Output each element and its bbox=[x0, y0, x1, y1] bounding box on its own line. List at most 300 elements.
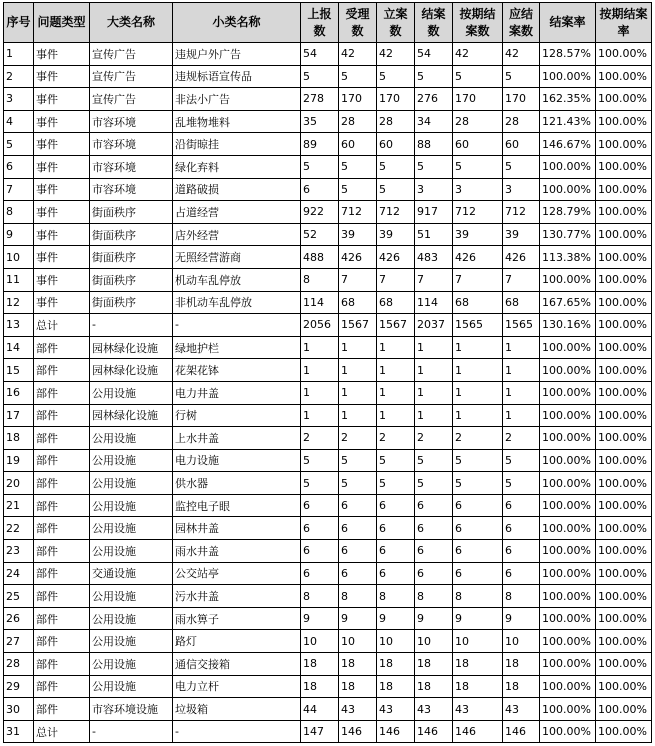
header-serial-no: 序号 bbox=[4, 3, 34, 43]
table-row bbox=[4, 653, 652, 676]
filed-count-cell: 18 bbox=[377, 653, 415, 676]
ontime-closed-count-cell: 1 bbox=[453, 336, 503, 359]
table-row bbox=[4, 427, 652, 450]
ontime-closure-rate-cell: 100.00% bbox=[596, 653, 652, 676]
due-closed-count-cell: 1 bbox=[503, 336, 540, 359]
reported-count-cell: 6 bbox=[301, 540, 339, 563]
reported-count-cell: 6 bbox=[301, 494, 339, 517]
reported-count-cell: 8 bbox=[301, 585, 339, 608]
due-closed-count-cell: 426 bbox=[503, 246, 540, 269]
closed-count-cell: 54 bbox=[415, 43, 453, 66]
minor-category-cell: 店外经营 bbox=[173, 223, 301, 246]
reported-count-cell: 2 bbox=[301, 427, 339, 450]
reported-count-cell: 5 bbox=[301, 472, 339, 495]
filed-count-cell: 60 bbox=[377, 133, 415, 156]
ontime-closure-rate-cell: 100.00% bbox=[596, 494, 652, 517]
minor-category-cell: 污水井盖 bbox=[173, 585, 301, 608]
ontime-closed-count-cell: 3 bbox=[453, 178, 503, 201]
closed-count-cell: 9 bbox=[415, 607, 453, 630]
due-closed-count-cell: 1 bbox=[503, 359, 540, 382]
due-closed-count-cell: 8 bbox=[503, 585, 540, 608]
closure-rate-cell: 100.00% bbox=[540, 585, 596, 608]
filed-count-cell: 42 bbox=[377, 43, 415, 66]
serial-no-cell: 24 bbox=[4, 562, 34, 585]
due-closed-count-cell: 712 bbox=[503, 201, 540, 224]
serial-no-cell: 30 bbox=[4, 698, 34, 721]
accepted-count-cell: 28 bbox=[339, 110, 377, 133]
ontime-closed-count-cell: 7 bbox=[453, 268, 503, 291]
table-row bbox=[4, 449, 652, 472]
filed-count-cell: 146 bbox=[377, 720, 415, 743]
ontime-closure-rate-cell: 100.00% bbox=[596, 268, 652, 291]
closure-rate-cell: 100.00% bbox=[540, 653, 596, 676]
table-row bbox=[4, 291, 652, 314]
filed-count-cell: 1 bbox=[377, 404, 415, 427]
ontime-closure-rate-cell: 100.00% bbox=[596, 427, 652, 450]
filed-count-cell: 6 bbox=[377, 562, 415, 585]
closure-rate-cell: 100.00% bbox=[540, 178, 596, 201]
accepted-count-cell: 5 bbox=[339, 178, 377, 201]
due-closed-count-cell: 18 bbox=[503, 653, 540, 676]
ontime-closure-rate-cell: 100.00% bbox=[596, 359, 652, 382]
ontime-closed-count-cell: 6 bbox=[453, 562, 503, 585]
ontime-closure-rate-cell: 100.00% bbox=[596, 336, 652, 359]
due-closed-count-cell: 7 bbox=[503, 268, 540, 291]
closed-count-cell: 10 bbox=[415, 630, 453, 653]
due-closed-count-cell: 43 bbox=[503, 698, 540, 721]
table-row bbox=[4, 540, 652, 563]
ontime-closed-count-cell: 5 bbox=[453, 449, 503, 472]
closure-rate-cell: 100.00% bbox=[540, 517, 596, 540]
reported-count-cell: 18 bbox=[301, 675, 339, 698]
major-category-cell: 市容环境 bbox=[90, 133, 173, 156]
serial-no-cell: 29 bbox=[4, 675, 34, 698]
ontime-closed-count-cell: 1 bbox=[453, 404, 503, 427]
serial-no-cell: 16 bbox=[4, 381, 34, 404]
reported-count-cell: 6 bbox=[301, 517, 339, 540]
ontime-closed-count-cell: 170 bbox=[453, 88, 503, 111]
major-category-cell: 宣传广告 bbox=[90, 88, 173, 111]
problem-type-cell: 事件 bbox=[34, 201, 90, 224]
minor-category-cell: 道路破损 bbox=[173, 178, 301, 201]
problem-type-cell: 事件 bbox=[34, 178, 90, 201]
filed-count-cell: 8 bbox=[377, 585, 415, 608]
closed-count-cell: 3 bbox=[415, 178, 453, 201]
accepted-count-cell: 5 bbox=[339, 472, 377, 495]
accepted-count-cell: 6 bbox=[339, 494, 377, 517]
major-category-cell: 市容环境 bbox=[90, 110, 173, 133]
table-row bbox=[4, 472, 652, 495]
major-category-cell: 街面秩序 bbox=[90, 223, 173, 246]
accepted-count-cell: 7 bbox=[339, 268, 377, 291]
table-row bbox=[4, 133, 652, 156]
table-row bbox=[4, 517, 652, 540]
closed-count-cell: 276 bbox=[415, 88, 453, 111]
ontime-closed-count-cell: 146 bbox=[453, 720, 503, 743]
major-category-cell: 街面秩序 bbox=[90, 291, 173, 314]
accepted-count-cell: 6 bbox=[339, 540, 377, 563]
table-row bbox=[4, 88, 652, 111]
closed-count-cell: 6 bbox=[415, 562, 453, 585]
major-category-cell: 公用设施 bbox=[90, 585, 173, 608]
filed-count-cell: 6 bbox=[377, 494, 415, 517]
ontime-closed-count-cell: 2 bbox=[453, 427, 503, 450]
table-row bbox=[4, 698, 652, 721]
problem-type-cell: 部件 bbox=[34, 630, 90, 653]
closed-count-cell: 5 bbox=[415, 65, 453, 88]
closed-count-cell: 5 bbox=[415, 449, 453, 472]
reported-count-cell: 1 bbox=[301, 359, 339, 382]
table-row bbox=[4, 155, 652, 178]
ontime-closure-rate-cell: 100.00% bbox=[596, 43, 652, 66]
filed-count-cell: 18 bbox=[377, 675, 415, 698]
closed-count-cell: 88 bbox=[415, 133, 453, 156]
table-row bbox=[4, 720, 652, 743]
ontime-closed-count-cell: 28 bbox=[453, 110, 503, 133]
major-category-cell: 公用设施 bbox=[90, 381, 173, 404]
reported-count-cell: 9 bbox=[301, 607, 339, 630]
ontime-closed-count-cell: 42 bbox=[453, 43, 503, 66]
serial-no-cell: 7 bbox=[4, 178, 34, 201]
serial-no-cell: 8 bbox=[4, 201, 34, 224]
table-row bbox=[4, 359, 652, 382]
accepted-count-cell: 5 bbox=[339, 449, 377, 472]
accepted-count-cell: 10 bbox=[339, 630, 377, 653]
filed-count-cell: 5 bbox=[377, 155, 415, 178]
closure-rate-cell: 100.00% bbox=[540, 268, 596, 291]
due-closed-count-cell: 5 bbox=[503, 65, 540, 88]
serial-no-cell: 9 bbox=[4, 223, 34, 246]
reported-count-cell: 52 bbox=[301, 223, 339, 246]
closure-rate-cell: 100.00% bbox=[540, 494, 596, 517]
filed-count-cell: 6 bbox=[377, 517, 415, 540]
problem-type-cell: 事件 bbox=[34, 246, 90, 269]
accepted-count-cell: 39 bbox=[339, 223, 377, 246]
closure-rate-cell: 128.79% bbox=[540, 201, 596, 224]
problem-type-cell: 部件 bbox=[34, 404, 90, 427]
table-row bbox=[4, 43, 652, 66]
major-category-cell: 公用设施 bbox=[90, 653, 173, 676]
major-category-cell: 公用设施 bbox=[90, 449, 173, 472]
ontime-closure-rate-cell: 100.00% bbox=[596, 472, 652, 495]
ontime-closure-rate-cell: 100.00% bbox=[596, 155, 652, 178]
major-category-cell: 市容环境 bbox=[90, 178, 173, 201]
problem-type-cell: 部件 bbox=[34, 607, 90, 630]
major-category-cell: 园林绿化设施 bbox=[90, 404, 173, 427]
problem-type-cell: 部件 bbox=[34, 472, 90, 495]
problem-type-cell: 部件 bbox=[34, 698, 90, 721]
reported-count-cell: 114 bbox=[301, 291, 339, 314]
due-closed-count-cell: 42 bbox=[503, 43, 540, 66]
accepted-count-cell: 18 bbox=[339, 653, 377, 676]
problem-type-cell: 部件 bbox=[34, 494, 90, 517]
minor-category-cell: 园林井盖 bbox=[173, 517, 301, 540]
reported-count-cell: 18 bbox=[301, 653, 339, 676]
minor-category-cell: 绿化弃料 bbox=[173, 155, 301, 178]
ontime-closed-count-cell: 60 bbox=[453, 133, 503, 156]
problem-type-cell: 部件 bbox=[34, 585, 90, 608]
closure-rate-cell: 100.00% bbox=[540, 630, 596, 653]
serial-no-cell: 18 bbox=[4, 427, 34, 450]
major-category-cell: 公用设施 bbox=[90, 630, 173, 653]
header-ontime-closed-count: 按期结案数 bbox=[453, 3, 503, 43]
ontime-closed-count-cell: 18 bbox=[453, 675, 503, 698]
major-category-cell: 公用设施 bbox=[90, 675, 173, 698]
major-category-cell: 交通设施 bbox=[90, 562, 173, 585]
filed-count-cell: 5 bbox=[377, 472, 415, 495]
due-closed-count-cell: 1 bbox=[503, 404, 540, 427]
minor-category-cell: 占道经营 bbox=[173, 201, 301, 224]
problem-type-cell: 部件 bbox=[34, 562, 90, 585]
closure-rate-cell: 130.16% bbox=[540, 314, 596, 337]
minor-category-cell: 非机动车乱停放 bbox=[173, 291, 301, 314]
ontime-closed-count-cell: 6 bbox=[453, 540, 503, 563]
major-category-cell: 公用设施 bbox=[90, 427, 173, 450]
closed-count-cell: 114 bbox=[415, 291, 453, 314]
minor-category-cell: 电力设施 bbox=[173, 449, 301, 472]
filed-count-cell: 10 bbox=[377, 630, 415, 653]
problem-type-cell: 部件 bbox=[34, 517, 90, 540]
major-category-cell: 公用设施 bbox=[90, 494, 173, 517]
reported-count-cell: 35 bbox=[301, 110, 339, 133]
major-category-cell: 街面秩序 bbox=[90, 268, 173, 291]
accepted-count-cell: 60 bbox=[339, 133, 377, 156]
due-closed-count-cell: 2 bbox=[503, 427, 540, 450]
serial-no-cell: 20 bbox=[4, 472, 34, 495]
ontime-closed-count-cell: 5 bbox=[453, 65, 503, 88]
closed-count-cell: 6 bbox=[415, 540, 453, 563]
due-closed-count-cell: 39 bbox=[503, 223, 540, 246]
ontime-closure-rate-cell: 100.00% bbox=[596, 381, 652, 404]
filed-count-cell: 712 bbox=[377, 201, 415, 224]
minor-category-cell: 公交站亭 bbox=[173, 562, 301, 585]
serial-no-cell: 26 bbox=[4, 607, 34, 630]
minor-category-cell: 供水器 bbox=[173, 472, 301, 495]
ontime-closure-rate-cell: 100.00% bbox=[596, 291, 652, 314]
major-category-cell: 园林绿化设施 bbox=[90, 336, 173, 359]
table-row bbox=[4, 314, 652, 337]
closed-count-cell: 5 bbox=[415, 155, 453, 178]
due-closed-count-cell: 28 bbox=[503, 110, 540, 133]
due-closed-count-cell: 5 bbox=[503, 449, 540, 472]
accepted-count-cell: 43 bbox=[339, 698, 377, 721]
problem-type-cell: 事件 bbox=[34, 88, 90, 111]
minor-category-cell: 非法小广告 bbox=[173, 88, 301, 111]
serial-no-cell: 28 bbox=[4, 653, 34, 676]
major-category-cell: - bbox=[90, 314, 173, 337]
ontime-closure-rate-cell: 100.00% bbox=[596, 201, 652, 224]
minor-category-cell: 电力井盖 bbox=[173, 381, 301, 404]
filed-count-cell: 1567 bbox=[377, 314, 415, 337]
problem-type-cell: 部件 bbox=[34, 427, 90, 450]
ontime-closure-rate-cell: 100.00% bbox=[596, 585, 652, 608]
ontime-closure-rate-cell: 100.00% bbox=[596, 110, 652, 133]
reported-count-cell: 922 bbox=[301, 201, 339, 224]
minor-category-cell: 乱堆物堆料 bbox=[173, 110, 301, 133]
ontime-closed-count-cell: 1 bbox=[453, 359, 503, 382]
due-closed-count-cell: 170 bbox=[503, 88, 540, 111]
closure-rate-cell: 100.00% bbox=[540, 381, 596, 404]
due-closed-count-cell: 68 bbox=[503, 291, 540, 314]
filed-count-cell: 1 bbox=[377, 381, 415, 404]
closure-rate-cell: 100.00% bbox=[540, 720, 596, 743]
major-category-cell: 市容环境 bbox=[90, 155, 173, 178]
serial-no-cell: 13 bbox=[4, 314, 34, 337]
reported-count-cell: 147 bbox=[301, 720, 339, 743]
closure-rate-cell: 100.00% bbox=[540, 336, 596, 359]
closure-rate-cell: 130.77% bbox=[540, 223, 596, 246]
closure-rate-cell: 100.00% bbox=[540, 698, 596, 721]
due-closed-count-cell: 1 bbox=[503, 381, 540, 404]
table-row bbox=[4, 675, 652, 698]
reported-count-cell: 54 bbox=[301, 43, 339, 66]
closure-rate-cell: 121.43% bbox=[540, 110, 596, 133]
filed-count-cell: 2 bbox=[377, 427, 415, 450]
ontime-closed-count-cell: 1565 bbox=[453, 314, 503, 337]
ontime-closure-rate-cell: 100.00% bbox=[596, 517, 652, 540]
closure-rate-cell: 100.00% bbox=[540, 472, 596, 495]
major-category-cell: 宣传广告 bbox=[90, 65, 173, 88]
ontime-closure-rate-cell: 100.00% bbox=[596, 133, 652, 156]
table-row bbox=[4, 201, 652, 224]
reported-count-cell: 278 bbox=[301, 88, 339, 111]
accepted-count-cell: 18 bbox=[339, 675, 377, 698]
minor-category-cell: 路灯 bbox=[173, 630, 301, 653]
major-category-cell: 街面秩序 bbox=[90, 201, 173, 224]
filed-count-cell: 5 bbox=[377, 449, 415, 472]
closure-rate-cell: 100.00% bbox=[540, 359, 596, 382]
accepted-count-cell: 1567 bbox=[339, 314, 377, 337]
ontime-closed-count-cell: 426 bbox=[453, 246, 503, 269]
table-row bbox=[4, 223, 652, 246]
ontime-closure-rate-cell: 100.00% bbox=[596, 607, 652, 630]
due-closed-count-cell: 60 bbox=[503, 133, 540, 156]
accepted-count-cell: 1 bbox=[339, 404, 377, 427]
serial-no-cell: 15 bbox=[4, 359, 34, 382]
problem-type-cell: 事件 bbox=[34, 65, 90, 88]
problem-type-cell: 事件 bbox=[34, 155, 90, 178]
minor-category-cell: 违规标语宣传品 bbox=[173, 65, 301, 88]
accepted-count-cell: 1 bbox=[339, 359, 377, 382]
closure-rate-cell: 162.35% bbox=[540, 88, 596, 111]
table-row bbox=[4, 494, 652, 517]
minor-category-cell: 电力立杆 bbox=[173, 675, 301, 698]
serial-no-cell: 21 bbox=[4, 494, 34, 517]
header-minor-category: 小类名称 bbox=[173, 3, 301, 43]
problem-type-cell: 总计 bbox=[34, 314, 90, 337]
closed-count-cell: 1 bbox=[415, 404, 453, 427]
reported-count-cell: 8 bbox=[301, 268, 339, 291]
filed-count-cell: 170 bbox=[377, 88, 415, 111]
closure-rate-cell: 128.57% bbox=[540, 43, 596, 66]
serial-no-cell: 27 bbox=[4, 630, 34, 653]
serial-no-cell: 6 bbox=[4, 155, 34, 178]
major-category-cell: 宣传广告 bbox=[90, 43, 173, 66]
due-closed-count-cell: 6 bbox=[503, 517, 540, 540]
closed-count-cell: 51 bbox=[415, 223, 453, 246]
problem-type-cell: 部件 bbox=[34, 540, 90, 563]
due-closed-count-cell: 10 bbox=[503, 630, 540, 653]
filed-count-cell: 1 bbox=[377, 359, 415, 382]
filed-count-cell: 1 bbox=[377, 336, 415, 359]
header-reported-count: 上报数 bbox=[301, 3, 339, 43]
accepted-count-cell: 2 bbox=[339, 427, 377, 450]
header-accepted-count: 受理数 bbox=[339, 3, 377, 43]
closed-count-cell: 18 bbox=[415, 675, 453, 698]
closure-rate-cell: 113.38% bbox=[540, 246, 596, 269]
ontime-closure-rate-cell: 100.00% bbox=[596, 562, 652, 585]
ontime-closure-rate-cell: 100.00% bbox=[596, 404, 652, 427]
problem-type-cell: 部件 bbox=[34, 653, 90, 676]
serial-no-cell: 11 bbox=[4, 268, 34, 291]
header-due-closed-count: 应结案数 bbox=[503, 3, 540, 43]
closure-rate-cell: 100.00% bbox=[540, 540, 596, 563]
closure-rate-cell: 100.00% bbox=[540, 675, 596, 698]
serial-no-cell: 19 bbox=[4, 449, 34, 472]
table-row bbox=[4, 607, 652, 630]
problem-type-cell: 事件 bbox=[34, 133, 90, 156]
due-closed-count-cell: 5 bbox=[503, 155, 540, 178]
accepted-count-cell: 146 bbox=[339, 720, 377, 743]
closed-count-cell: 5 bbox=[415, 472, 453, 495]
major-category-cell: 公用设施 bbox=[90, 540, 173, 563]
header-ontime-closure-rate: 按期结案率 bbox=[596, 3, 652, 43]
ontime-closure-rate-cell: 100.00% bbox=[596, 88, 652, 111]
filed-count-cell: 426 bbox=[377, 246, 415, 269]
serial-no-cell: 31 bbox=[4, 720, 34, 743]
accepted-count-cell: 9 bbox=[339, 607, 377, 630]
table-row bbox=[4, 585, 652, 608]
reported-count-cell: 10 bbox=[301, 630, 339, 653]
due-closed-count-cell: 6 bbox=[503, 562, 540, 585]
minor-category-cell: 花架花钵 bbox=[173, 359, 301, 382]
reported-count-cell: 5 bbox=[301, 65, 339, 88]
filed-count-cell: 6 bbox=[377, 540, 415, 563]
header-filed-count: 立案数 bbox=[377, 3, 415, 43]
accepted-count-cell: 426 bbox=[339, 246, 377, 269]
ontime-closed-count-cell: 8 bbox=[453, 585, 503, 608]
reported-count-cell: 488 bbox=[301, 246, 339, 269]
serial-no-cell: 17 bbox=[4, 404, 34, 427]
filed-count-cell: 43 bbox=[377, 698, 415, 721]
closed-count-cell: 43 bbox=[415, 698, 453, 721]
ontime-closed-count-cell: 6 bbox=[453, 494, 503, 517]
serial-no-cell: 1 bbox=[4, 43, 34, 66]
accepted-count-cell: 5 bbox=[339, 65, 377, 88]
minor-category-cell: 无照经营游商 bbox=[173, 246, 301, 269]
closed-count-cell: 483 bbox=[415, 246, 453, 269]
closed-count-cell: 18 bbox=[415, 653, 453, 676]
ontime-closed-count-cell: 5 bbox=[453, 155, 503, 178]
accepted-count-cell: 1 bbox=[339, 381, 377, 404]
minor-category-cell: 绿地护栏 bbox=[173, 336, 301, 359]
serial-no-cell: 14 bbox=[4, 336, 34, 359]
ontime-closure-rate-cell: 100.00% bbox=[596, 223, 652, 246]
minor-category-cell: 行树 bbox=[173, 404, 301, 427]
ontime-closure-rate-cell: 100.00% bbox=[596, 65, 652, 88]
problem-type-cell: 事件 bbox=[34, 291, 90, 314]
due-closed-count-cell: 5 bbox=[503, 472, 540, 495]
major-category-cell: 公用设施 bbox=[90, 607, 173, 630]
ontime-closure-rate-cell: 100.00% bbox=[596, 698, 652, 721]
closure-rate-cell: 100.00% bbox=[540, 427, 596, 450]
minor-category-cell: 违规户外广告 bbox=[173, 43, 301, 66]
minor-category-cell: - bbox=[173, 720, 301, 743]
major-category-cell: 市容环境设施 bbox=[90, 698, 173, 721]
header-closure-rate: 结案率 bbox=[540, 3, 596, 43]
closed-count-cell: 34 bbox=[415, 110, 453, 133]
ontime-closed-count-cell: 1 bbox=[453, 381, 503, 404]
